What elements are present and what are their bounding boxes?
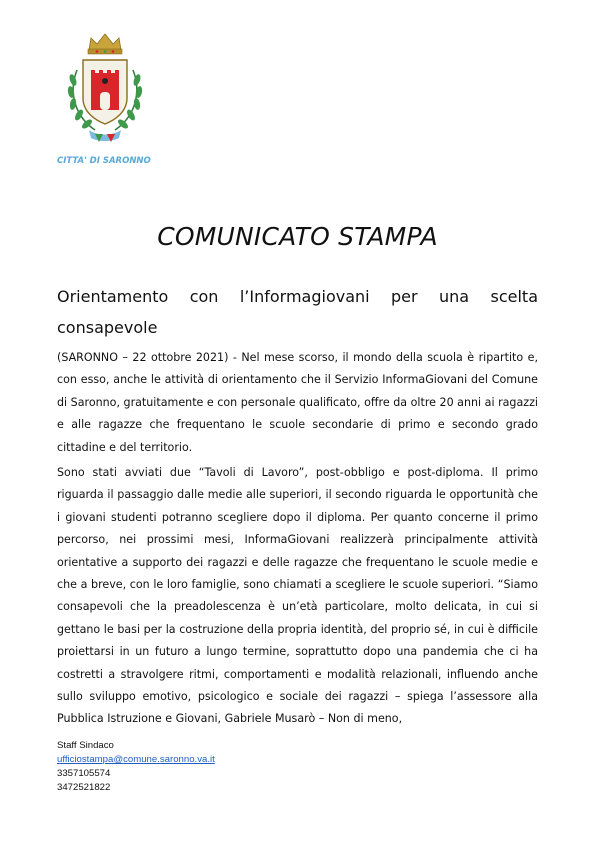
crown-icon [88,34,122,54]
footer-phone-2: 3472521822 [57,782,111,793]
body-paragraph-1: (SARONNO – 22 ottobre 2021) - Nel mese scorso, il mondo della scuola è ripartito e, con esso, anche le attività di orientamento che il Servizio InformaGiovani del Comune di Saronno, gratuitamente e con personale qualificato, offre da oltre 20 anni ai ragazzi e alle ragazze che frequentano le scuole secondarie di primo e secondo grado cittadine e del territorio. [57,351,538,454]
footer-email-link[interactable]: ufficiostampa@comune.saronno.va.it [57,754,215,765]
footer-phone-1: 3357105574 [57,768,111,779]
page-title: COMUNICATO STAMPA [157,222,438,251]
saronno-crest-logo [55,30,155,150]
ribbon-icon [89,130,121,142]
footer-contact [57,739,215,795]
press-release-subtitle: Orientamento con l’Informagiovani per una scelta consapevole [57,287,538,337]
city-label: CITTA' DI SARONNO [57,156,151,166]
body-paragraph-2: Sono stati avviati due “Tavoli di Lavoro”, post-obbligo e post-diploma. Il primo riguarda il passaggio dalle medie alle superiori, il secondo riguarda le opportunità che i giovani studenti potranno scegliere dopo il diploma. Per quanto concerne il primo percorso, nei prossimi mesi, InformaGiovani realizzerà principalmente attività orientative a supporto dei ragazzi e delle ragazze che frequentano le scuole medie e che a breve, con le loro famiglie, sono chiamati a scegliere le scuole superiori. “Siamo consapevoli che la preadolescenza è un’età particolare, molto delicata, in cui si gettano le basi per la costruzione della propria identità, del proprio sé, in cui è difficile proiettarsi in un futuro a lungo termine, soprattutto dopo una pandemia che ci ha costretti a stravolgere ritmi, comportamenti e modalità relazionali, influendo anche sullo sviluppo emotivo, psicologico e sociale dei ragazzi – spiega l’assessore alla Pubblica Istruzione e Giovani, Gabriele Musarò – Non di meno, [57,466,538,726]
shield-icon [83,60,127,124]
footer-office: Staff Sindaco [57,740,114,751]
